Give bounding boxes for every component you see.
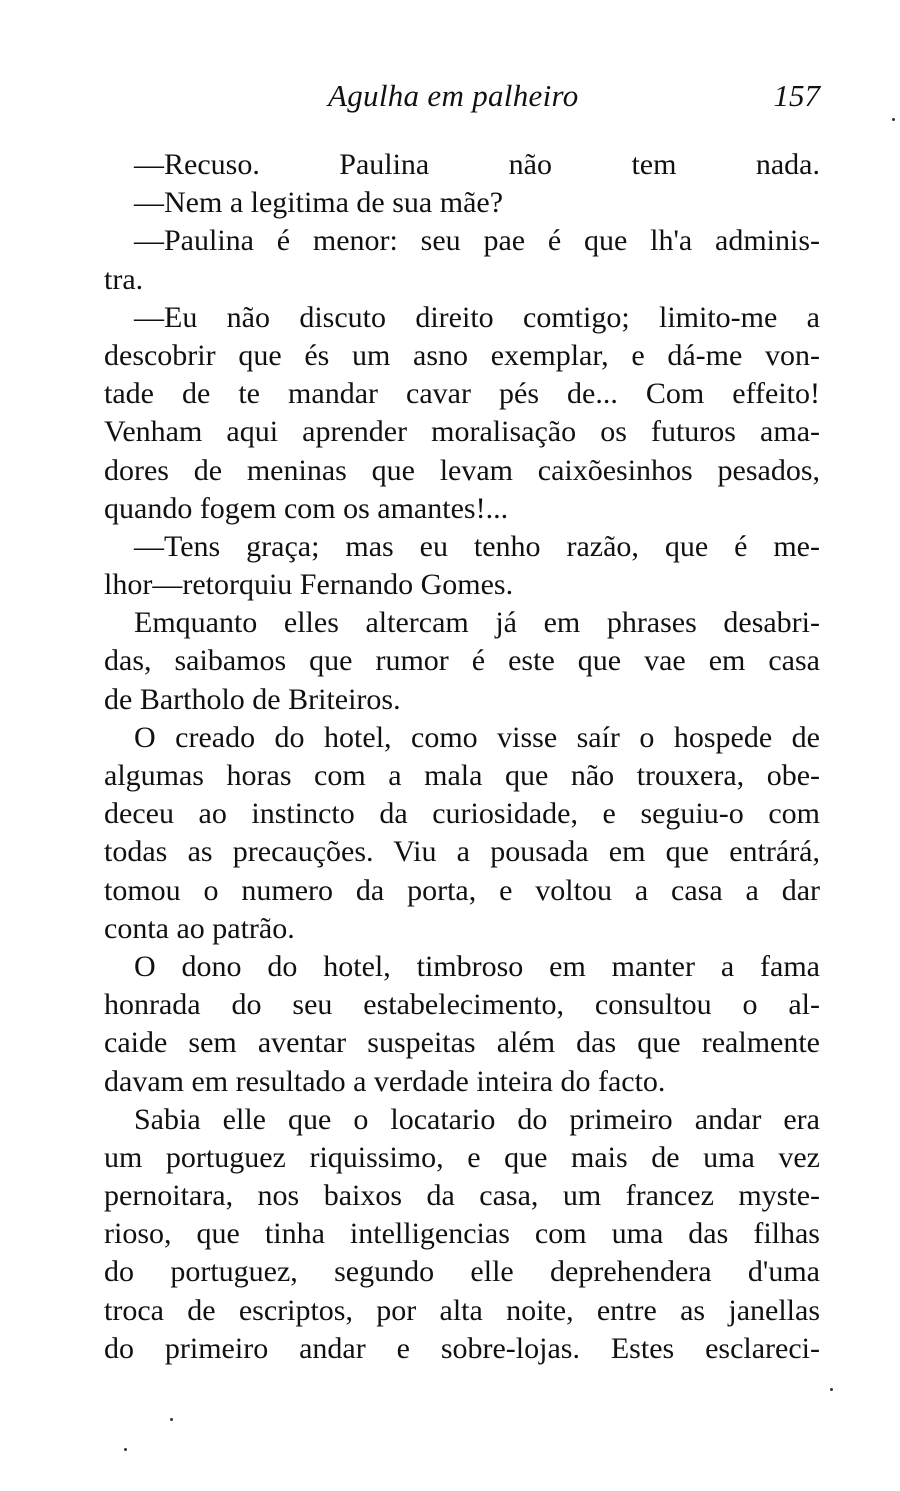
text-line: —Tens graça; mas eu tenho razão, que é me- (134, 529, 820, 563)
text-line: rioso, que tinha intelligencias com uma das filhas (104, 1217, 820, 1251)
text-line: algumas horas com a mala que não trouxera, obe- (104, 759, 820, 792)
text-line: tade de te mandar cavar pés de... Com effeito! (104, 377, 820, 411)
text-line: quando fogem com os amantes!... (104, 491, 509, 525)
speck (892, 118, 895, 121)
text-line: Venham aqui aprender moralisação os futuros ama- (104, 415, 820, 449)
text-line: do portuguez, segundo elle deprehendera d'uma (104, 1255, 820, 1289)
text-line: do primeiro andar e sobre-lojas. Estes esclareci- (104, 1331, 820, 1365)
text-line: —Recuso. Paulina não tem nada. (134, 148, 820, 181)
text-line: —Paulina é menor: seu pae é que lh'a adminis- (134, 224, 820, 258)
text-line: davam em resultado a verdade inteira do facto. (104, 1064, 666, 1098)
speck (124, 1448, 127, 1451)
text-line: Emquanto elles altercam já em phrases desabri- (134, 606, 820, 640)
text-line: O creado do hotel, como visse saír o hospede de (134, 720, 820, 754)
text-line: um portuguez riquissimo, e que mais de uma vez (104, 1140, 820, 1174)
text-line: deceu ao instincto da curiosidade, e seguiu-o com (104, 797, 820, 831)
text-line: lhor—retorquiu Fernando Gomes. (104, 568, 514, 602)
text-line: conta ao patrão. (104, 911, 295, 945)
page-number: 157 (773, 78, 820, 113)
text-line: —Eu não discuto direito comtigo; limito-me a (134, 300, 820, 334)
body-text (104, 146, 820, 1368)
text-line: pernoitara, nos baixos da casa, um francez myste- (104, 1179, 820, 1213)
text-line: todas as precauções. Viu a pousada em que entrárá, (104, 835, 820, 869)
text-line: —Nem a legitima de sua mãe? (134, 186, 504, 220)
text-line: honrada do seu estabelecimento, consultou o al- (104, 988, 820, 1022)
text-line: das, saibamos que rumor é este que vae em casa (104, 644, 820, 678)
text-line: O dono do hotel, timbroso em manter a fama (134, 949, 820, 983)
text-line: descobrir que és um asno exemplar, e dá-me von- (104, 338, 820, 372)
text-line: caide sem aventar suspeitas além das que realmente (104, 1026, 820, 1060)
speck (830, 1388, 833, 1391)
text-line: troca de escriptos, por alta noite, entre as janellas (104, 1293, 820, 1327)
running-title: Agulha em palheiro (328, 78, 579, 113)
text-line: Sabia elle que o locatario do primeiro andar era (134, 1102, 820, 1136)
text-line: tra. (104, 262, 144, 296)
text-line: de Bartholo de Briteiros. (104, 682, 401, 716)
text-line: tomou o numero da porta, e voltou a casa a dar (104, 873, 820, 907)
text-line: dores de meninas que levam caixõesinhos pesados, (104, 453, 820, 487)
speck (170, 1418, 173, 1421)
page-header (104, 78, 820, 118)
